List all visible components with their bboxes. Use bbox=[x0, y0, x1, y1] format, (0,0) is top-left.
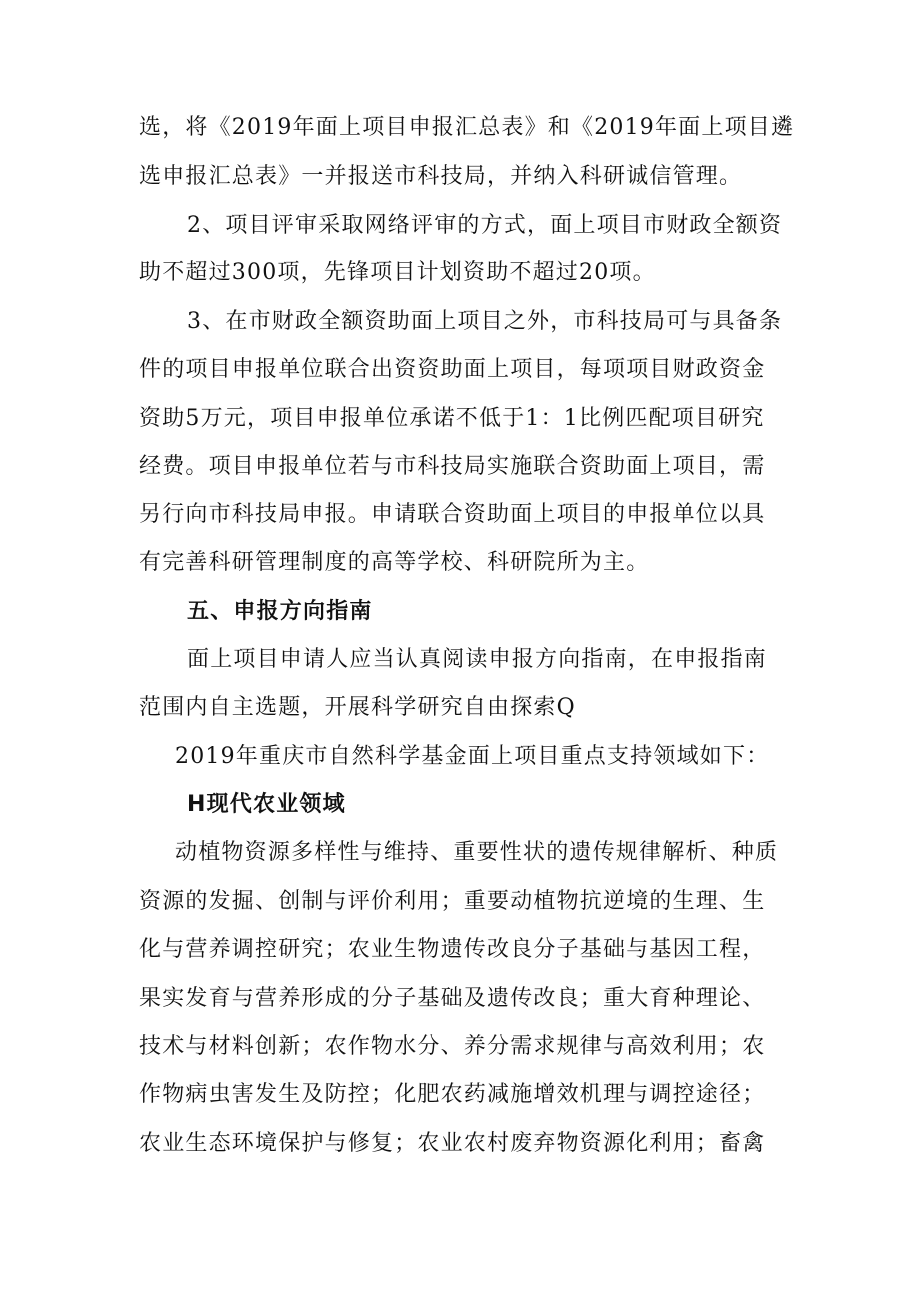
text-line-14: 2019年重庆市自然科学基金面上项目重点支持领域如下： bbox=[175, 744, 770, 769]
text-line-9: 另行向市科技局申报。申请联合资助面上项目的申报单位以具 bbox=[139, 502, 766, 527]
text-line-17: 资源的发掘、创制与评价利用；重要动植物抗逆境的生理、生 bbox=[139, 889, 766, 914]
section-heading: 五、申报方向指南 bbox=[187, 599, 373, 624]
text-line-20: 技术与材料创新；农作物水分、养分需求规律与高效利用；农 bbox=[139, 1034, 766, 1059]
text-line-18: 化与营养调控研究；农业生物遗传改良分子基础与基因工程， bbox=[139, 937, 766, 962]
text-line-12: 面上项目申请人应当认真阅读申报方向指南，在申报指南 bbox=[187, 647, 768, 672]
text-line-13: 范围内自主选题，开展科学研究自由探索Q bbox=[139, 695, 576, 720]
text-line-22: 农业生态环境保护与修复；农业农村废弃物资源化利用；畜禽 bbox=[139, 1131, 766, 1156]
text-line-16: 动植物资源多样性与维持、重要性状的遗传规律解析、种质 bbox=[175, 840, 779, 865]
text-line-5: 3、在市财政全额资助面上项目之外，市科技局可与具备条 bbox=[187, 309, 783, 334]
text-line-4: 助不超过300项，先锋项目计划资助不超过20项。 bbox=[139, 260, 656, 285]
text-line-10: 有完善科研管理制度的高等学校、科研院所为主。 bbox=[139, 550, 650, 575]
text-line-1: 选，将《2019年面上项目申报汇总表》和《2019年面上项目遴 bbox=[139, 115, 795, 140]
text-line-3: 2、项目评审采取网络评审的方式，面上项目市财政全额资 bbox=[187, 213, 783, 238]
text-line-19: 果实发育与营养形成的分子基础及遗传改良；重大育种理论、 bbox=[139, 986, 766, 1011]
text-line-2: 选申报汇总表》一并报送市科技局，并纳入科研诚信管理。 bbox=[139, 164, 743, 189]
text-line-7: 资助5万元，项目申报单位承诺不低于1：1比例匹配项目研究 bbox=[139, 406, 765, 431]
text-line-8: 经费。项目申报单位若与市科技局实施联合资助面上项目，需 bbox=[139, 454, 766, 479]
subsection-heading: H现代农业领域 bbox=[187, 792, 346, 817]
text-line-6: 件的项目申报单位联合出资资助面上项目，每项项目财政资金 bbox=[139, 357, 766, 382]
text-line-21: 作物病虫害发生及防控；化肥农药减施增效机理与调控途径； bbox=[139, 1082, 766, 1107]
